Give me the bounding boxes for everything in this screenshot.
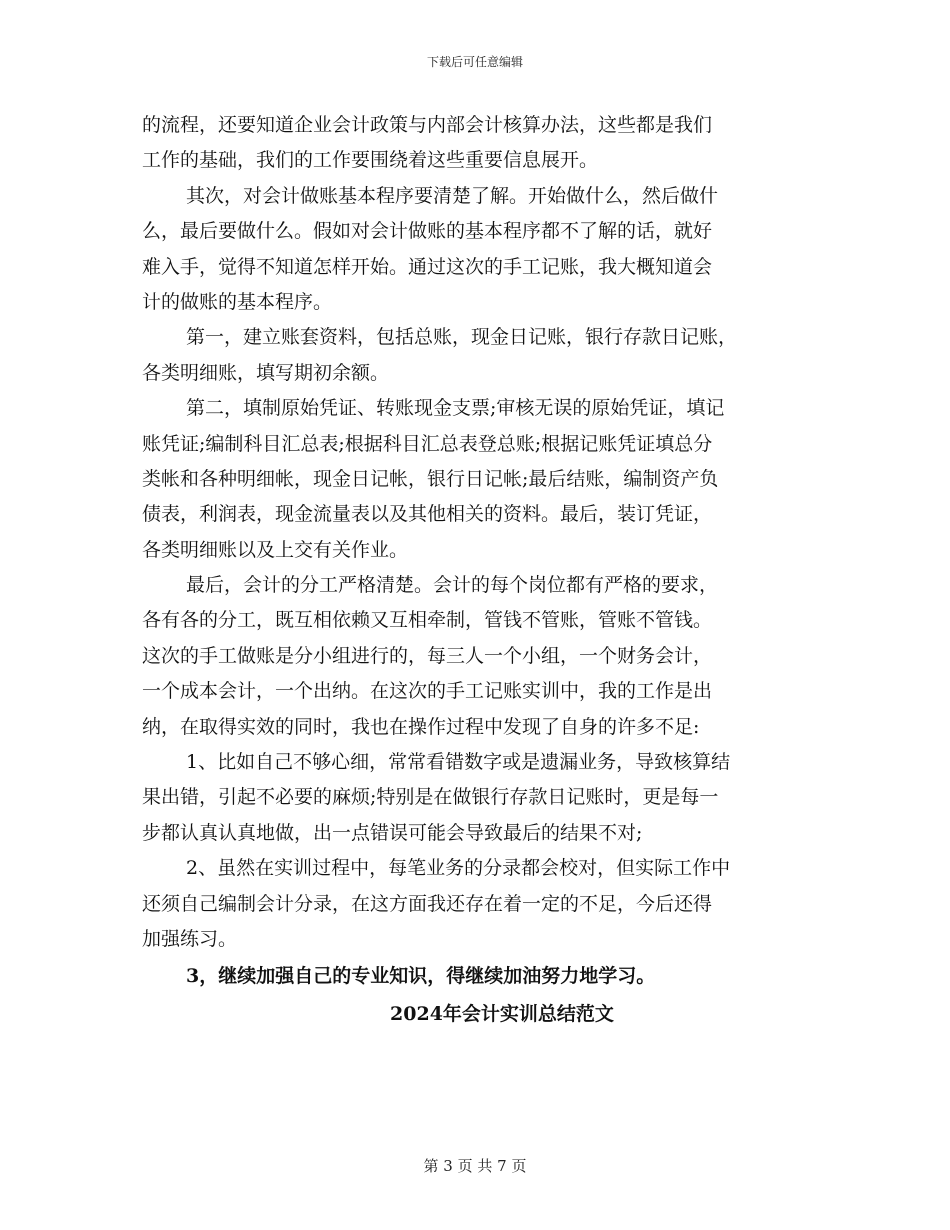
body-line: 还须自己编制会计分录，在这方面我还存在着一定的不足，今后还得	[142, 892, 713, 915]
section-title: 2024年会计实训总结范文	[390, 1003, 614, 1026]
paragraph-first-line: 第二，填制原始凭证、转账现金支票;审核无误的原始凭证，填记	[186, 397, 725, 420]
page-number: 第 3 页 共 7 页	[423, 1157, 527, 1175]
body-line: 账凭证;编制科目汇总表;根据科目汇总表登总账;根据记账凭证填总分	[142, 432, 713, 455]
paragraph-first-line: 其次，对会计做账基本程序要清楚了解。开始做什么，然后做什	[186, 184, 719, 207]
body-line: 加强练习。	[142, 927, 238, 950]
body-line: 一个成本会计，一个出纳。在这次的手工记账实训中，我的工作是出	[142, 680, 713, 703]
page-header-note: 下载后可任意编辑	[426, 55, 523, 69]
body-line: 难入手，觉得不知道怎样开始。通过这次的手工记账，我大概知道会	[142, 255, 713, 278]
body-line: 步都认真认真地做，出一点错误可能会导致最后的结果不对;	[142, 821, 643, 844]
body-line: 各类明细账，填写期初余额。	[142, 361, 390, 384]
body-line: 各类明细账以及上交有关作业。	[142, 538, 409, 561]
body-line: 这次的手工做账是分小组进行的，每三人一个小组，一个财务会计，	[142, 644, 713, 667]
document-body	[142, 108, 822, 1033]
body-line: 的流程，还要知道企业会计政策与内部会计核算办法，这些都是我们	[142, 114, 713, 136]
body-line: 计的做账的基本程序。	[142, 290, 333, 313]
body-line: 纳，在取得实效的同时，我也在操作过程中发现了自身的许多不足:	[142, 715, 700, 738]
paragraph-first-line: 2、虽然在实训过程中，每笔业务的分录都会校对，但实际工作中	[186, 857, 731, 880]
body-line: 各有各的分工，既互相依赖又互相牵制，管钱不管账，管账不管钱。	[142, 609, 713, 632]
body-line: 么，最后要做什么。假如对会计做账的基本程序都不了解的话，就好	[142, 220, 713, 243]
body-line: 类帐和各种明细帐，现金日记帐，银行日记帐;最后结账，编制资产负	[142, 467, 719, 490]
body-line: 债表，利润表，现金流量表以及其他相关的资料。最后，装订凭证，	[142, 503, 713, 526]
paragraph-first-line: 1、比如自己不够心细，常常看错数字或是遗漏业务，导致核算结	[186, 751, 731, 774]
body-line: 工作的基础，我们的工作要围绕着这些重要信息展开。	[142, 149, 599, 172]
bold-list-item: 3，继续加强自己的专业知识，得继续加油努力地学习。	[186, 965, 656, 988]
paragraph-first-line: 第一，建立账套资料，包括总账，现金日记账，银行存款日记账，	[186, 326, 738, 349]
paragraph-first-line: 最后，会计的分工严格清楚。会计的每个岗位都有严格的要求，	[186, 574, 719, 597]
body-line: 果出错，引起不必要的麻烦;特别是在做银行存款日记账时，更是每一	[142, 786, 719, 809]
